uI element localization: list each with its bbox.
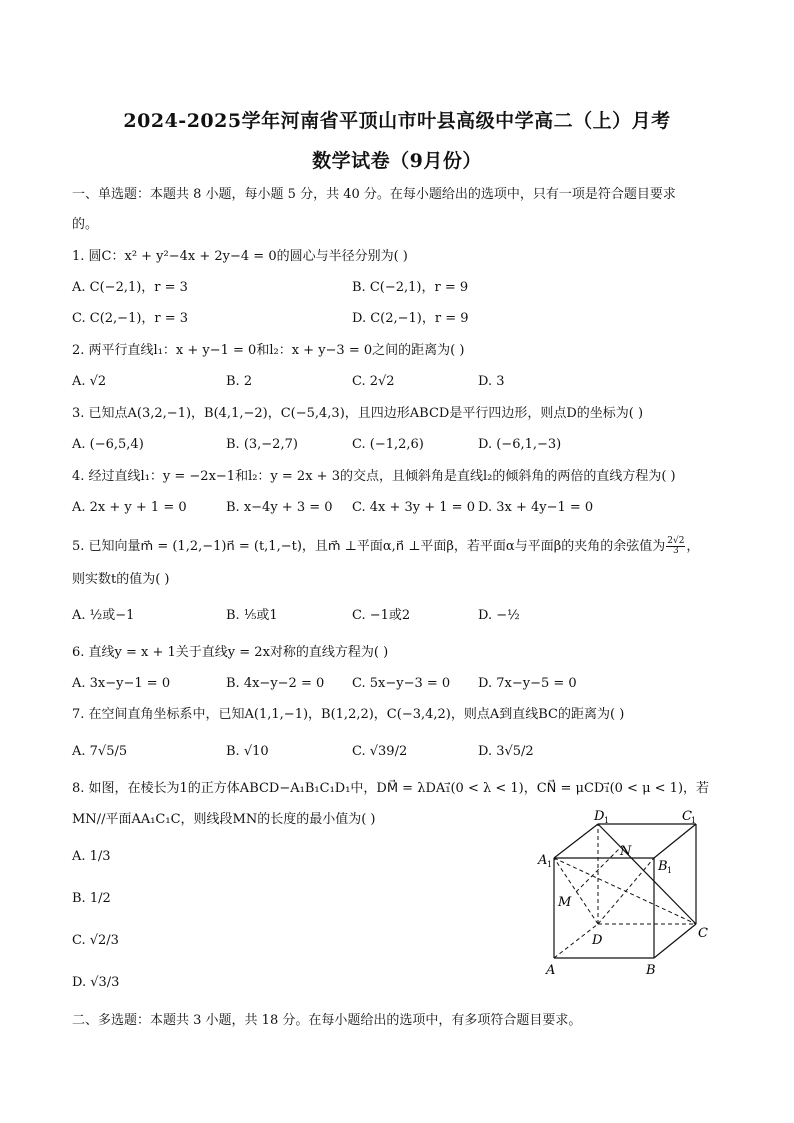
label-D: D: [592, 933, 603, 948]
exam-title: 2024-2025学年河南省平顶山市叶县高级中学高二（上）月考: [123, 110, 671, 132]
question-4-option-b: B. x−4y + 3 = 0: [226, 500, 333, 515]
question-5-option-b: B. ⅕或1: [226, 608, 278, 623]
question-2-option-c: C. 2√2: [352, 374, 395, 389]
question-3-option-d: D. (−6,1,−3): [478, 437, 562, 452]
question-1-option-d: D. C(2,−1)，r = 9: [352, 311, 469, 326]
question-5-option-c: C. −1或2: [352, 608, 411, 623]
exam-subtitle: 数学试卷（9月份）: [312, 150, 482, 172]
question-6-stem: 6. 直线y = x + 1关于直线y = 2x对称的直线方程为( ): [72, 645, 389, 660]
question-3-stem: 3. 已知点A(3,2,−1)，B(4,1,−2)，C(−5,4,3)，且四边形ABCD是平行四边形，则点D的坐标为( ): [72, 406, 644, 421]
label-B1-sub: 1: [667, 866, 673, 875]
question-6-option-b: B. 4x−y−2 = 0: [226, 676, 325, 691]
question-3-option-b: B. (3,−2,7): [226, 437, 298, 452]
question-2-option-a: A. √2: [72, 374, 107, 389]
question-7-option-b: B. √10: [226, 744, 269, 759]
question-5-option-d: D. −½: [478, 608, 520, 623]
question-7-stem: 7. 在空间直角坐标系中，已知A(1,1,−1)，B(1,2,2)，C(−3,4,2)，则点A到直线BC的距离为( ): [72, 707, 625, 722]
question-1-option-b: B. C(−2,1)，r = 9: [352, 280, 469, 295]
question-6-option-d: D. 7x−y−5 = 0: [478, 676, 577, 691]
segment-A1-C: [554, 858, 696, 924]
question-4-stem: 4. 经过直线l₁：y = −2x−1和l₂：y = 2x + 3的交点，且倾斜角是直线l₂的倾斜角的两倍的直线方程为( ): [72, 469, 676, 484]
label-A: A: [546, 963, 556, 978]
question-6-option-c: C. 5x−y−3 = 0: [352, 676, 451, 691]
question-1-stem: 1. 圆C：x² + y²−4x + 2y−4 = 0的圆心与半径分别为( ): [72, 249, 408, 264]
question-3-option-a: A. (−6,5,4): [72, 437, 144, 452]
question-5-fraction: $\frac{2√2}{3}$: [667, 536, 685, 556]
diagonal-C-D1: [598, 824, 696, 924]
label-B: B: [646, 963, 656, 978]
question-7-option-a: A. 7√5/5: [72, 744, 128, 759]
question-4-option-c: C. 4x + 3y + 1 = 0: [352, 500, 475, 515]
question-8-option-d: D. √3/3: [72, 975, 120, 990]
question-4-option-d: D. 3x + 4y−1 = 0: [478, 500, 594, 515]
question-8-stem: 8. 如图，在棱长为1的正方体ABCD−A₁B₁C₁D₁中，DM⃗ = λDA₁⃗(0 < λ < 1)，CN⃗ = μCD₁⃗(0 < μ < 1)，若: [72, 781, 710, 796]
label-B1: B: [658, 859, 668, 874]
label-C1: C: [682, 809, 692, 824]
section2-heading: 二、多选题：本题共 3 小题，共 18 分。在每小题给出的选项中，有多项符合题目要求。: [72, 1013, 582, 1028]
label-N: N: [620, 844, 632, 859]
question-2-option-d: D. 3: [478, 374, 505, 389]
question-5-stem-text: 5. 已知向量m⃗ = (1,2,−1)n⃗ = (t,1,−t)，且m⃗ ⊥平面α,n⃗ ⊥平面β，若平面α与平面β的夹角的余弦值为: [72, 539, 666, 554]
question-8-option-a: A. 1/3: [72, 849, 111, 864]
segment-M-N: [576, 846, 622, 892]
edge-B1-C1: [654, 824, 696, 858]
question-1-option-c: C. C(2,−1)，r = 3: [72, 311, 189, 326]
section1-heading: 一、单选题：本题共 8 小题，每小题 5 分，共 40 分。在每小题给出的选项中，只有一项是符合题目要求: [72, 187, 676, 202]
question-8-stem-cont: MN//平面AA₁C₁C，则线段MN的长度的最小值为( ): [72, 812, 376, 827]
question-6-option-a: A. 3x−y−1 = 0: [72, 676, 171, 691]
edge-A1-D1: [554, 824, 598, 858]
question-5-stem: 5. 已知向量m⃗ = (1,2,−1)n⃗ = (t,1,−t)，且m⃗ ⊥平面α,n⃗ ⊥平面β，若平面α与平面β的夹角的余弦值为 $\frac{2√2}{3}$ ，: [72, 536, 700, 556]
question-5-option-a: A. ½或−1: [72, 608, 135, 623]
question-1-option-a: A. C(−2,1)，r = 3: [72, 280, 188, 295]
question-2-stem: 2. 两平行直线l₁：x + y−1 = 0和l₂：x + y−3 = 0之间的距离为( ): [72, 343, 465, 358]
edge-B-C: [654, 924, 696, 958]
label-D1: D: [594, 809, 605, 824]
question-3-option-c: C. (−1,2,6): [352, 437, 424, 452]
question-2-option-b: B. 2: [226, 374, 253, 389]
section1-heading-cont: 的。: [72, 217, 99, 232]
question-5-stem-cont: 则实数t的值为( ): [72, 572, 170, 587]
label-C: C: [698, 926, 708, 941]
question-4-option-a: A. 2x + y + 1 = 0: [72, 500, 187, 515]
question-8-option-c: C. √2/3: [72, 933, 119, 948]
label-C1-sub: 1: [691, 816, 697, 825]
question-7-option-c: C. √39/2: [352, 744, 408, 759]
label-M: M: [558, 895, 572, 910]
label-A1: A: [538, 853, 548, 868]
label-A1-sub: 1: [547, 860, 553, 869]
question-7-option-d: D. 3√5/2: [478, 744, 534, 759]
label-D1-sub: 1: [604, 816, 610, 825]
question-8-option-b: B. 1/2: [72, 891, 111, 906]
cube-figure: [530, 808, 720, 983]
